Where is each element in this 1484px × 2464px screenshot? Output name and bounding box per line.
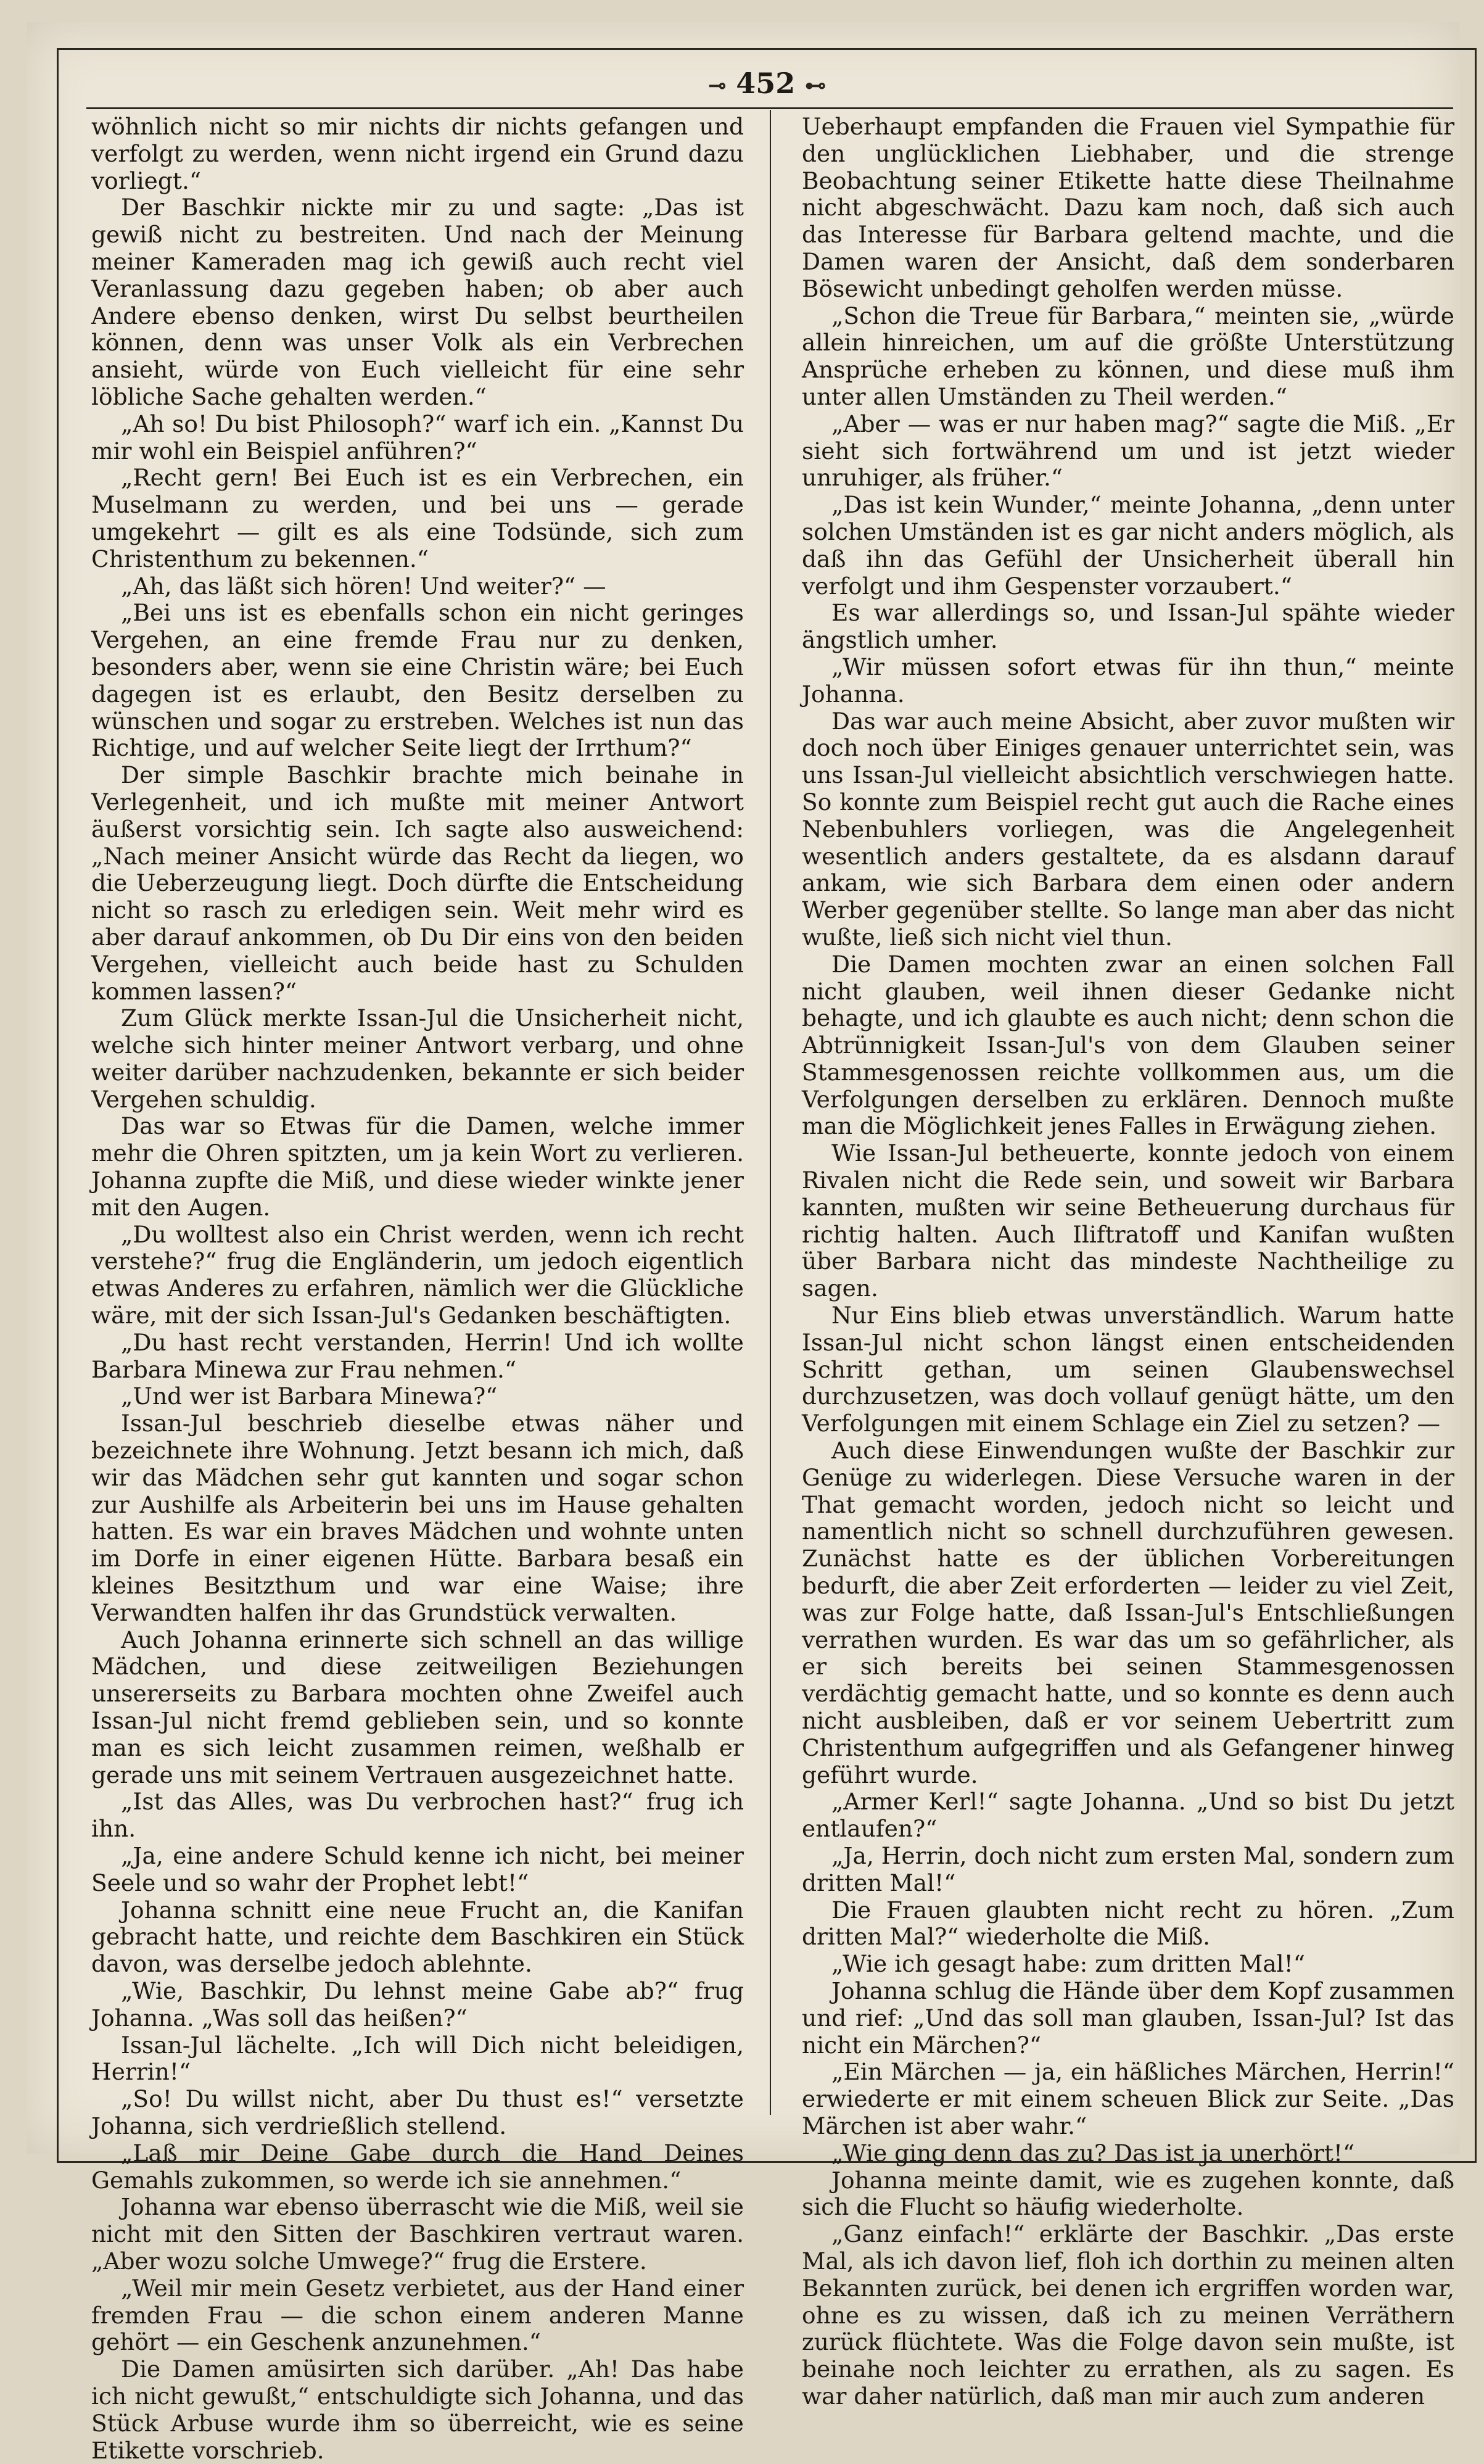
paragraph: „Das ist kein Wunder,“ meinte Johanna, „denn unter solchen Umständen ist es gar nicht anders möglich, als daß ihn das Gefühl der Unsicherheit überall hin verfolgt und ihm Gespenster vorzaubert.“ (802, 491, 1454, 600)
paragraph: „Ein Märchen — ja, ein häßliches Märchen, Herrin!“ erwiederte er mit einem scheuen Blick zur Seite. „Das Märchen ist aber wahr.“ (802, 2058, 1454, 2139)
paragraph: Es war allerdings so, und Issan-Jul spähte wieder ängstlich umher. (802, 599, 1454, 654)
paragraph: „Wie, Baschkir, Du lehnst meine Gabe ab?“ frug Johanna. „Was soll das heißen?“ (91, 1977, 744, 2032)
paragraph: Nur Eins blieb etwas unverständlich. Warum hatte Issan-Jul nicht schon längst einen entscheidenden Schritt gethan, um seinen Glaubenswechsel durchzusetzen, was doch vollauf genügt hätte, um den Verfolgungen mit einem Schlage ein Ziel zu setzen? — (802, 1302, 1454, 1437)
paragraph: Das war so Etwas für die Damen, welche immer mehr die Ohren spitzten, um ja kein Wort zu verlieren. Johanna zupfte die Miß, und diese wieder winkte jener mit den Augen. (91, 1112, 744, 1221)
paragraph: Johanna meinte damit, wie es zugehen konnte, daß sich die Flucht so häufig wiederholte. (802, 2166, 1454, 2221)
paragraph: „Ah so! Du bist Philosoph?“ warf ich ein. „Kannst Du mir wohl ein Beispiel anführen?“ (91, 410, 744, 465)
ornament-right-icon: ⊷ (805, 73, 827, 98)
paragraph: Johanna war ebenso überrascht wie die Miß, weil sie nicht mit den Sitten der Baschkiren vertraut waren. „Aber wozu solche Umwege?“ frug die Erstere. (91, 2193, 744, 2275)
paragraph: „Laß mir Deine Gabe durch die Hand Deines Gemahls zukommen, so werde ich sie annehmen.“ (91, 2139, 744, 2194)
paragraph: Auch Johanna erinnerte sich schnell an das willige Mädchen, und diese zeitweiligen Beziehungen unsererseits zu Barbara mochten ohne Zweifel auch Issan-Jul nicht fremd geblieben sein, und so konnte man es sich leicht zusammen reimen, weßhalb er gerade uns mit seinem Vertrauen ausgezeichnet hatte. (91, 1626, 744, 1788)
paragraph: wöhnlich nicht so mir nichts dir nichts gefangen und verfolgt zu werden, wenn nicht irgend ein Grund dazu vorliegt.“ (91, 113, 744, 194)
paragraph: „Wie ich gesagt habe: zum dritten Mal!“ (831, 1950, 1305, 1978)
ornament-left-icon: ⊸ (708, 73, 727, 98)
paragraph: „Ah, das läßt sich hören! Und weiter?“ — (121, 572, 606, 600)
column-divider (770, 110, 771, 2115)
paragraph: Die Frauen glaubten nicht recht zu hören. „Zum dritten Mal?“ wiederholte die Miß. (802, 1896, 1454, 1951)
paragraph: Ueberhaupt empfanden die Frauen viel Sympathie für den unglücklichen Liebhaber, und die strenge Beobachtung seiner Etikette hatte diese Theilnahme nicht abgeschwächt. Dazu kam noch, daß sich auch das Interesse für Barbara geltend machte, und die Damen waren der Ansicht, daß dem sonderbaren Bösewicht unbedingt geholfen werden müsse. (802, 113, 1454, 302)
paragraph: „Schon die Treue für Barbara,“ meinten sie, „würde allein hinreichen, um auf die größte Unterstützung Ansprüche erheben zu können, und diese muß ihm unter allen Umständen zu Theil werden.“ (802, 302, 1454, 410)
paragraph: Zum Glück merkte Issan-Jul die Unsicherheit nicht, welche sich hinter meiner Antwort verbarg, und ohne weiter darüber nachzudenken, bekannte er sich beider Vergehen schuldig. (91, 1004, 744, 1113)
paragraph: Der Baschkir nickte mir zu und sagte: „Das ist gewiß nicht zu bestreiten. Und nach der Meinung meiner Kameraden mag ich gewiß auch recht viel Veranlassung dazu gegeben haben; ob aber auch Andere ebenso denken, wirst Du selbst beurtheilen können, denn was unser Volk als ein Verbrechen ansieht, würde von Euch vielleicht für eine sehr löbliche Sache gehalten werden.“ (91, 194, 744, 410)
left-column (91, 114, 744, 2464)
paragraph: „Ist das Alles, was Du verbrochen hast?“ frug ich ihn. (91, 1788, 744, 1843)
paragraph: Das war auch meine Absicht, aber zuvor mußten wir doch noch über Einiges genauer unterrichtet sein, was uns Issan-Jul vielleicht absichtlich verschwiegen hatte. So konnte zum Beispiel recht gut auch die Rache eines Nebenbuhlers vorliegen, was die Angelegenheit wesentlich anders gestaltete, da es alsdann darauf ankam, wie sich Barbara dem einen oder andern Werber gegenüber stellte. So lange man aber das nicht wußte, ließ sich nicht viel thun. (802, 707, 1454, 951)
paragraph: „Ganz einfach!“ erklärte der Baschkir. „Das erste Mal, als ich davon lief, floh ich dorthin zu meinen alten Bekannten zurück, bei denen ich ergriffen worden war, ohne es zu wissen, daß ich zu meinen Verräthern zurück flüchtete. Was die Folge davon sein mußte, ist beinahe noch leichter zu errathen, als zu sagen. Es war daher natürlich, daß man mir auch zum anderen (802, 2220, 1454, 2410)
paragraph: Johanna schlug die Hände über dem Kopf zusammen und rief: „Und das soll man glauben, Issan-Jul? Ist das nicht ein Märchen?“ (802, 1977, 1454, 2059)
page-number: 452 (736, 67, 796, 100)
header-rule (86, 107, 1453, 109)
paragraph: „So! Du willst nicht, aber Du thust es!“ versetzte Johanna, sich verdrießlich stellend. (91, 2085, 744, 2139)
paragraph: Issan-Jul beschrieb dieselbe etwas näher und bezeichnete ihre Wohnung. Jetzt besann ich mich, daß wir das Mädchen sehr gut kannten und sogar schon zur Aushilfe als Arbeiterin bei uns im Hause gehalten hatten. Es war ein braves Mädchen und wohnte unten im Dorfe in einer eigenen Hütte. Barbara besaß ein kleines Besitzthum und war eine Waise; ihre Verwandten halfen ihr das Grundstück verwalten. (91, 1410, 744, 1626)
paragraph: „Wir müssen sofort etwas für ihn thun,“ meinte Johanna. (802, 653, 1454, 708)
paragraph: „Aber — was er nur haben mag?“ sagte die Miß. „Er sieht sich fortwährend um und ist jetzt wieder unruhiger, als früher.“ (802, 410, 1454, 492)
paragraph: „Du wolltest also ein Christ werden, wenn ich recht verstehe?“ frug die Engländerin, um jedoch eigentlich etwas Anderes zu erfahren, nämlich wer die Glückliche wäre, mit der sich Issan-Jul's Gedanken beschäftigten. (91, 1220, 744, 1329)
paragraph: „Und wer ist Barbara Minewa?“ (121, 1383, 498, 1410)
paragraph: Issan-Jul lächelte. „Ich will Dich nicht beleidigen, Herrin!“ (91, 2031, 744, 2086)
paragraph: „Wie ging denn das zu? Das ist ja unerhört!“ (831, 2139, 1355, 2167)
paragraph: „Du hast recht verstanden, Herrin! Und ich wollte Barbara Minewa zur Frau nehmen.“ (91, 1328, 744, 1383)
page-header (687, 62, 847, 105)
paragraph: Der simple Baschkir brachte mich beinahe in Verlegenheit, und ich mußte mit meiner Antwort äußerst vorsichtig sein. Ich sagte also ausweichend: „Nach meiner Ansicht würde das Recht da liegen, wo die Ueberzeugung liegt. Doch dürfte die Entscheidung nicht so rasch zu erledigen sein. Weit mehr wird es aber darauf ankommen, ob Du Dir eins von den beiden Vergehen, vielleicht auch beide hast zu Schulden kommen lassen?“ (91, 761, 744, 1005)
paragraph: Johanna schnitt eine neue Frucht an, die Kanifan gebracht hatte, und reichte dem Baschkiren ein Stück davon, was derselbe jedoch ablehnte. (91, 1896, 744, 1978)
paragraph: „Recht gern! Bei Euch ist es ein Verbrechen, ein Muselmann zu werden, und bei uns — gerade umgekehrt — gilt es als eine Todsünde, sich zum Christenthum zu bekennen.“ (91, 464, 744, 573)
paragraph: „Weil mir mein Gesetz verbietet, aus der Hand einer fremden Frau — die schon einem anderen Manne gehört — ein Geschenk anzunehmen.“ (91, 2274, 744, 2356)
newspaper-page (27, 22, 1459, 2464)
paragraph: Wie Issan-Jul betheuerte, konnte jedoch von einem Rivalen nicht die Rede sein, und soweit wir Barbara kannten, mußten wir seine Betheuerung durchaus für richtig halten. Auch Iliftratoff und Kanifan wußten über Barbara nicht das mindeste Nachtheilige zu sagen. (802, 1139, 1454, 1302)
paragraph: „Bei uns ist es ebenfalls schon ein nicht geringes Vergehen, an eine fremde Frau nur zu denken, besonders aber, wenn sie eine Christin wäre; bei Euch dagegen ist es erlaubt, den Besitz derselben zu wünschen und sogar zu erstreben. Welches ist nun das Richtige, und auf welcher Seite liegt der Irrthum?“ (91, 599, 744, 762)
paragraph: Die Damen amüsirten sich darüber. „Ah! Das habe ich nicht gewußt,“ entschuldigte sich Johanna, und das Stück Arbuse wurde ihm so überreicht, wie es seine Etikette vorschrieb. (91, 2355, 744, 2464)
right-column (802, 114, 1454, 2410)
paragraph: „Ja, eine andere Schuld kenne ich nicht, bei meiner Seele und so wahr der Prophet lebt!“ (91, 1842, 744, 1896)
paragraph: Auch diese Einwendungen wußte der Baschkir zur Genüge zu widerlegen. Diese Versuche waren in der That gemacht worden, jedoch nicht so leicht und namentlich nicht so schnell durchzuführen gewesen. Zunächst hatte es der üblichen Vorbereitungen bedurft, die aber Zeit erforderten — leider zu viel Zeit, was zur Folge hatte, daß Issan-Jul's Entschließungen verrathen wurden. Es war das um so gefährlicher, als er sich bereits bei seinen Stammesgenossen verdächtig gemacht hatte, und so konnte es denn auch nicht ausbleiben, daß er vor seinem Uebertritt zum Christenthum aufgegriffen und als Gefangener hinweg geführt wurde. (802, 1437, 1454, 1788)
paragraph: „Ja, Herrin, doch nicht zum ersten Mal, sondern zum dritten Mal!“ (802, 1842, 1454, 1896)
paragraph: „Armer Kerl!“ sagte Johanna. „Und so bist Du jetzt entlaufen?“ (802, 1788, 1454, 1843)
paragraph: Die Damen mochten zwar an einen solchen Fall nicht glauben, weil ihnen dieser Gedanke nicht behagte, und ich glaubte es auch nicht; denn schon die Abtrünnigkeit Issan-Jul's von dem Glauben seiner Stammesgenossen reichte vollkommen aus, um die Verfolgungen derselben zu erklären. Dennoch mußte man die Möglichkeit jenes Falles in Erwägung ziehen. (802, 950, 1454, 1140)
